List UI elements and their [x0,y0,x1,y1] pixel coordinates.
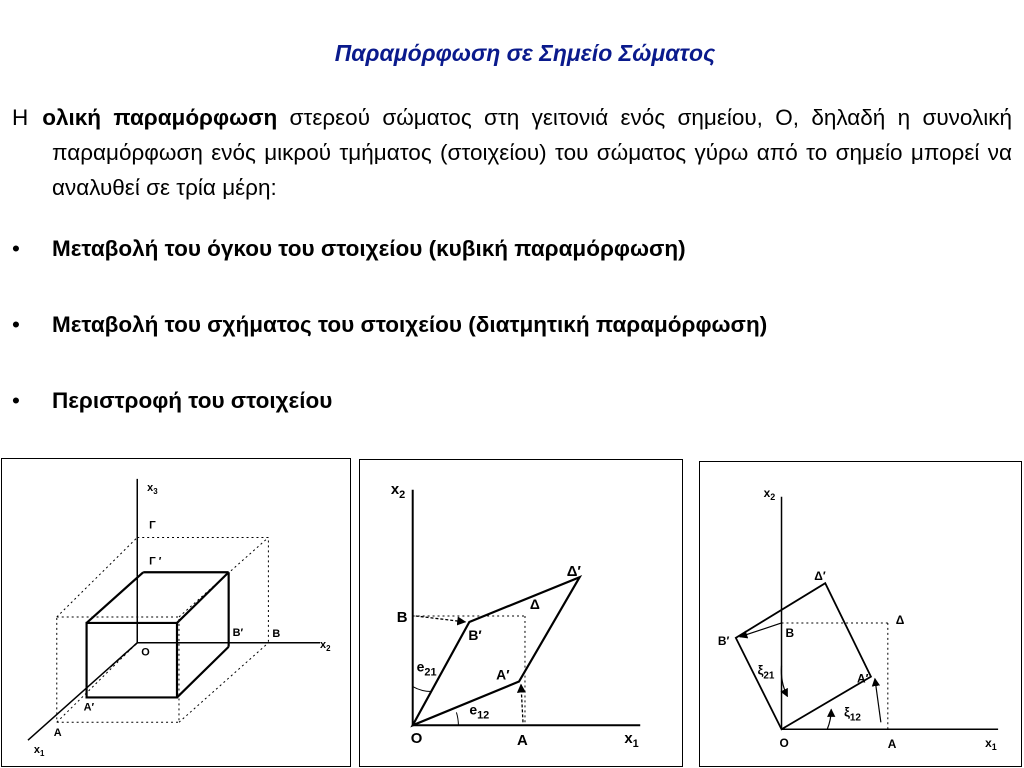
origin-label: O [779,736,789,751]
point-delta-label: Δ [529,596,540,613]
point-delta-label: Δ [895,612,905,627]
intro-paragraph [12,100,1012,205]
bullet-symbol: • [12,388,20,413]
intro-lead: Η [12,105,29,130]
strain-e12-label: $e_{12}$ [469,701,490,722]
bullet-text: Περιστροφή του στοιχείου [52,388,333,413]
point-a-label: A [887,737,897,752]
x1-axis-label: $x_1$ [33,744,45,759]
figure-rotation [699,461,1022,767]
bullet-symbol: • [12,312,20,337]
angle-arc-e21 [413,687,432,692]
point-b-label: B [785,625,795,640]
point-a-prime-label: A′ [857,671,869,686]
bullet-text: Μεταβολή του σχήματος του στοιχείου (διατμητική παραμόρφωση) [52,312,768,337]
point-delta-prime-label: Δ′ [566,564,581,581]
origin-label: O [141,646,150,659]
point-b-label: B [396,609,408,626]
intro-bold-term: ολική παραμόρφωση [42,105,278,130]
point-gamma-prime-label: Γ ′ [149,555,162,568]
x3-axis-label: $x_3$ [147,481,158,496]
rotation-xi21-label: $\xi_{21}$ [757,662,775,682]
x1-axis [28,643,137,740]
deformed-element-parallelogram [413,577,580,725]
bullet-text: Μεταβολή του όγκου του στοιχείου (κυβική παραμόρφωση) [52,236,686,261]
rotation-xi12-label: $\xi_{12}$ [844,704,861,724]
intro-rest: στερεού σώματος στη γειτονιά ενός σημείου, Ο, δηλαδή η συνολική παραμόρφωση ενός μικρού τμήματος (στοιχείου) του σώματος γύρω από το σημείο μπορεί να αναλυθεί σε τρία μέρη: [52,105,1012,200]
figure-shear-strain-svg [360,460,682,766]
figure-volumetric-strain-svg [2,459,350,766]
deformed-element-cube [87,572,229,697]
origin-label: O [410,731,423,748]
point-a-label: A [517,733,528,750]
bullet-symbol: • [12,236,20,261]
x2-axis-label: $x_2$ [320,638,331,653]
point-b-prime-label: B′ [717,633,730,648]
point-b-label: B [272,627,281,640]
figure-shear-strain [359,459,683,767]
point-b-prime-label: B′ [232,626,244,639]
angle-arc-xi12 [827,709,831,729]
point-delta-prime-label: Δ′ [814,569,826,584]
x1-axis-label: $x_1$ [985,736,997,753]
angle-arc-e12 [456,712,458,725]
strain-e21-label: $e_{21}$ [416,658,437,679]
figure-rotation-svg [700,462,1021,766]
page-title: Παραμόρφωση σε Σημείο Σώματος [334,40,716,66]
figure-volumetric-strain [1,458,351,767]
x1-axis-label: $x_1$ [624,731,639,751]
rotated-element-square [736,583,871,729]
x2-axis-label: $x_2$ [763,485,776,502]
point-b-prime-label: B′ [468,626,482,643]
original-element-square [782,623,888,729]
point-a-prime-label: A′ [83,701,95,714]
point-gamma-label: Γ [149,519,156,532]
point-a-label: A [53,727,62,740]
point-a-prime-label: A′ [496,666,510,683]
x2-axis-label: $x_2$ [390,481,406,501]
